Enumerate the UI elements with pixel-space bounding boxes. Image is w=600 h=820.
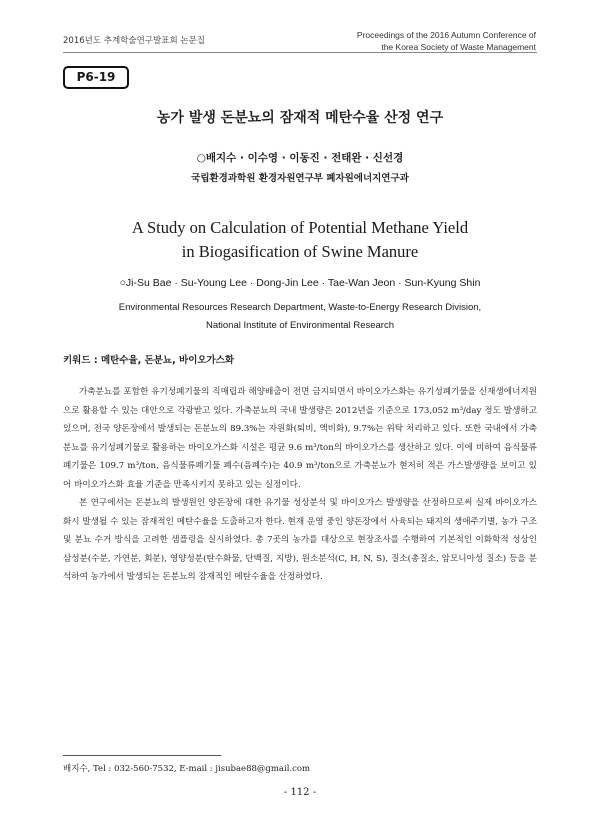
affiliation-english-line1: Environmental Resources Research Department, Waste-to-Energy Research Division, [118, 302, 482, 313]
footnote-divider [63, 755, 221, 756]
affiliation-english-line2: National Institute of Environmental Research [206, 320, 394, 331]
affiliation-english [0, 299, 600, 335]
footnote-contact: 배지수, Tel : 032-560-7532, E-mail : jisubae88@gmail.com [63, 764, 311, 774]
abstract-paragraph-2: 본 연구에서는 돈분뇨의 발생원인 양돈장에 대한 유기물 성상분석 및 바이오가스 발생량을 산정하므로써 실제 바이오가스화시 발생될 수 있는 잠재적인 메탄수율을 도출하고자 한다. 현재 운영 중인 양돈장에서 사육되는 돼지의 생애주기별, 농가 구조 및 분뇨 수거 방식을 고려한 샘플링을 실시하였다. 총 7곳의 농가를 대상으로 현장조사를 수행하여 기본적인 이화학적 성상인 삼성분(수분, 가연분, 회분), 영양성분(탄수화물, 단백질, 지방), 원소분석(C, H, N, S), 질소(총질소, 암모니아성 질소) 등을 분석하여 농가에서 발생되는 돈분뇨의 잠재적인 메탄수율을 산정하였다. [63, 498, 537, 582]
header-right-line2: the Korea Society of Waste Management [381, 42, 536, 52]
header-right [357, 29, 536, 53]
title-korean: 농가 발생 돈분뇨의 잠재적 메탄수율 산정 연구 [156, 110, 444, 126]
abstract-body [63, 383, 537, 587]
title-english-line2: in Biogasification of Swine Manure [181, 242, 419, 261]
title-english [0, 216, 600, 264]
header-divider [63, 52, 537, 53]
affiliation-korean: 국립환경과학원 환경자원연구부 폐자원에너지연구과 [191, 173, 409, 184]
abstract-paragraph-1: 가축분뇨를 포함한 유기성폐기물의 직매립과 해양배출이 전면 금지되면서 바이오가스화는 유기성폐기물을 신재생에너지원으로 활용할 수 있는 대안으로 각광받고 있다. 가축분뇨의 국내 발생량은 2012년을 기준으로 173,052 m³/day 정도 발생하고 있으며, 전국 양돈장에서 발생되는 돈분뇨의 89.3%는 자원화(퇴비, 액비화), 9.7%는 위탁 처리하고 있다. 또한 국내에서 가축분뇨를 유기성폐기물로 활용하는 바이오가스화 시설은 평균 9.6 m³/ton의 바이오가스를 생산하고 있다. 이에 비하여 음식물류폐기물은 109.7 m³/ton, 음식물류폐기물 폐수(음폐수)는 40.9 m³/ton으로 가축분뇨가 현저히 적은 가스발생량을 보이고 있어 바이오가스화 효율 기준을 만족시키지 못하고 있는 실정이다. [63, 387, 537, 490]
header-right-line1: Proceedings of the 2016 Autumn Conference of [356, 30, 536, 40]
title-english-line1: A Study on Calculation of Potential Methane Yield [131, 218, 469, 237]
keywords: 키워드 : 메탄수율, 돈분뇨, 바이오가스화 [63, 355, 235, 366]
paper-code-badge: P6-19 [63, 66, 129, 89]
header-left: 2016년도 추계학술연구발표회 논문집 [63, 36, 205, 46]
authors-korean: ○배지수 · 이수영 · 이동진 · 전태완 · 신선경 [196, 152, 404, 164]
page-number: - 112 - [283, 787, 317, 798]
authors-english: ○Ji-Su Bae · Su-Young Lee · Dong-Jin Lee · Tae-Wan Jeon · Sun-Kyung Shin [119, 277, 481, 289]
